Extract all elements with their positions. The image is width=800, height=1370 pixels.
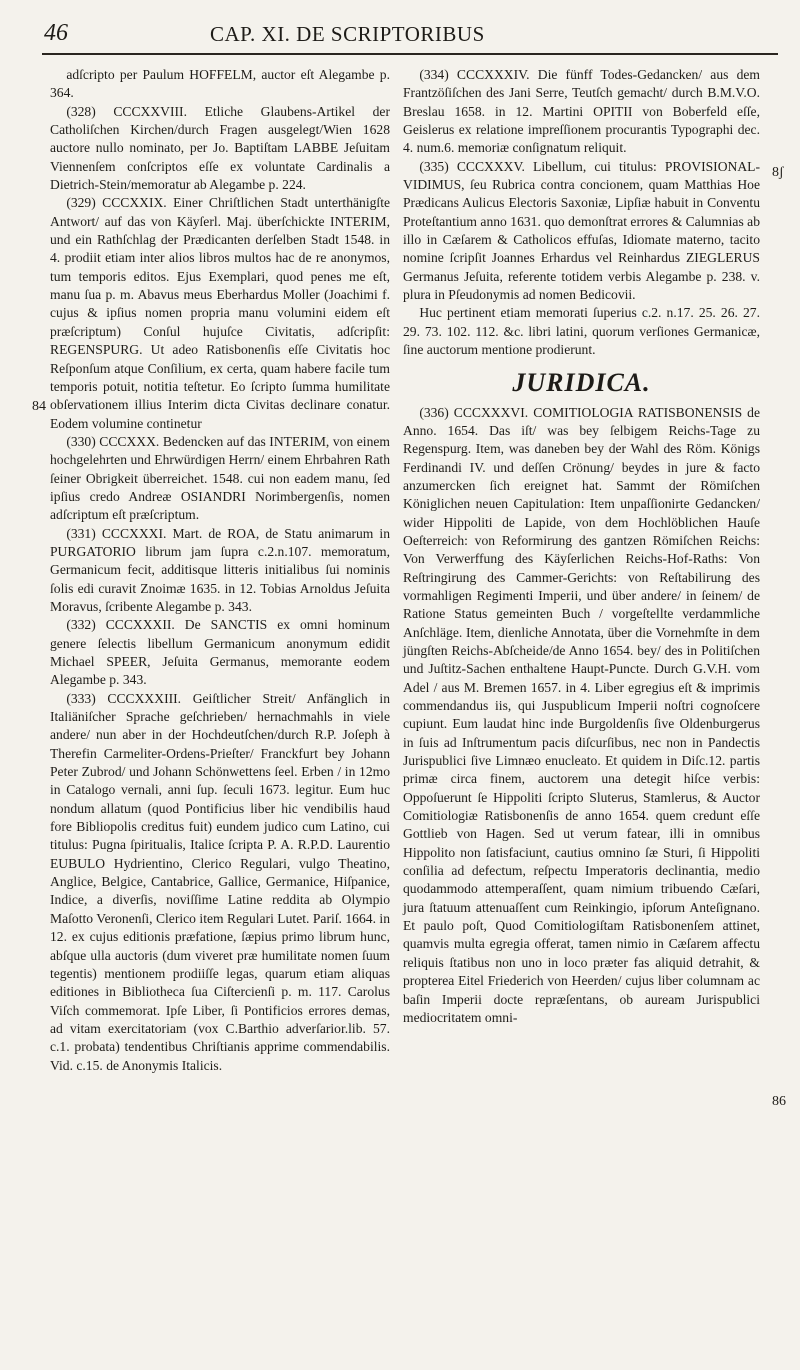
running-head: CAP. XI. DE SCRIPTORIBUS: [210, 22, 485, 46]
section-title: JURIDICA.: [512, 367, 651, 397]
entry-333: (333) CCCXXXIII. Geiſtlicher Streit/ Anfänglich in Italiäniſcher Sprache geſchrieben/ hernachmahls in viele andere/ nun aber in der Hochdeutſchen/durch R.P. Joſeph à Therefin Carmeliter-Ordens-Prieſter/ Franckfurt bey Johann Peter Zubrod/ und Johann Schönwettens ſeel. Erben / in 12mo in Catalogo vernali, anni ſup. ſeculi 1673. legitur. Eum huc nondum allatum (quod Pontificius liber hic vendibilis haud fore Bibliopolis creditus fuit) eundem judico cum Latino, cui titulus: Pugna ſpiritualis, Italice ſcripta P. A. R.P.D. Laurentio EUBULO Hydrientino, Clerico Regulari, vulgo Theatino, Anglice, Belgice, Cantabrice, Gallice, Germanice, Hiſpanice, Indice, a diverſis, noviſſime Latine reddita ab Olympio Maſotto Veronenſi, Clerico item Regulari Lutet. Pariſ. 1664. in 12. ex cujus editionis præfatione, ſæpius primo librum hunc, abſque ulla auctoris (dum viveret præ humilitate nomen ſuum tegentis) mentionem prodiiſſe legas, quarum etiam aliquas editiones in Bibliotheca ſua Ciſtercienſi p. m. 117. Carolus Viſch commemorat. Ipſe Liber, ſi Pontificios errores demas, ad vitam exercitatoriam (vox C.Barthio adverſarior.lib. 57. c.1. probata) tendentibus Chriſtianis apprime commendabilis. Vid. c.15. de Anonymis Italicis.: [50, 690, 390, 1073]
entry-note: Huc pertinent etiam memorati ſuperius c.2. n.17. 25. 26. 27. 29. 73. 102. 112. &c. libri latini, quorum verſiones Germanicæ, ſine auctorum mentione prodierunt.: [403, 305, 760, 358]
header-rule: [42, 53, 778, 55]
right-column: [403, 66, 760, 1027]
entry-332: (332) CCCXXXII. De SANCTIS ex omni hominum genere ſelectis libellum Germanicum anonymum edidit Michael SPEER, Jeſuita Germanus, memorante eodem Alegambe p. 343.: [50, 617, 390, 688]
margin-number-84: 84: [32, 399, 46, 414]
entry-335: (335) CCCXXXV. Libellum, cui titulus: PROVISIONAL-VIDIMUS, ſeu Rubrica contra concionem, quam Matthias Hoe Prædicans Aulicus Electoris Saxoniæ, Lipſiæ habuit in Conventu Proteſtantium anno 1631. quo demonſtrat errores & Calumnias ab illo in Cæſarem & Catholicos effuſas, Idiomate materno, tacito nomine ſcripſit Joannes Erhardus vel Reinhardus ZIEGLERUS Germanus Jeſuita, referente totidem verbis Alegambe p. 238. v. plura in Pſeudonymis ad nomen Bedicovii.: [403, 158, 760, 303]
margin-number-85: 8ʃ: [772, 165, 784, 180]
entry-330: (330) CCCXXX. Bedencken auf das INTERIM, von einem hochgelehrten und Ehrwürdigen Herrn/ einem Ehrbahren Rath ſeiner Obrigkeit überreichet. 1548. cui non eadem manu, ſed ipſius credo Andreæ OSIANDRI Norimbergenſis, nomen adſcriptum eſt præſcriptum.: [50, 433, 390, 523]
entry-336: (336) CCCXXXVI. COMITIOLOGIA RATISBONENSIS de Anno. 1654. Das iſt/ was bey ſelbigem Reichs-Tage zu Regenspurg. Item, was daneben bey der Wahl des Röm. Königs Ferdinandi IV. und deſſen Crönung/ beydes in jure & facto anzumercken ſich ereignet hat. Sammt der Römiſchen Königlichen neuen Capitulation: Item unpaſſionirte Gedancken/ wider Hippoliti de Lapide, von dem Hochlöblichen Hauſe Oeſterreich: von Reformirung des gantzen Römiſchen Reichs: Von Verwerffung des Käyſerlichen Reichs-Hof-Raths: Von Reſtringirung des Cammer-Gerichts: von Reſtabilirung des vormahligen Regimenti Imperii, und über andere/ in ſeinem/ de Ratione Status gemeinten Buch / vorgeſtellte verdammliche Anſchläge. Item, dienliche Annotata, über die Vornehmſte in dem jüngſten Reichs-Abſcheide/de Anno 1654. bey/ des in Politiſchen und Juſtitz-Sachen enthaltene Haupt-Puncte. Durch G.V.H. vom Adel / aus M. Bremen 1657. in 4. Liber egregius eſt & imprimis commendandus iis, qui Juspublicum Imperii noſtri cognoſcere cupiunt. Eum laudat hinc inde Burgoldenſis ſive Oldenburgerus in ſuis ad Inſtrumentum pacis diſcurſibus, nec non in Pandectis Jurispublici ſive Limnæo enucleato. Et quidem in Diſc.12. partis primæ circa finem, auctorem una detegit hiſce verbis: Oppoſuerunt ſe Hippoliti ſcripto Sluterus, Stamlerus, & Auctor Comitiologiæ Ratisbonenſis de anno 1654. quem credunt eſſe Gottlieb von Hagen. Sed ut verum fatear, illi in omnibus Hippolito non ſatisfaciunt, cautius omnino ſæ Sturi, ſi Hippoliti conſilia ad defectum, reſpectu Imperatoris declinantia, medio quodammodo attemperaſſent, quam nimium tribuendo Cæſari, jura ſtatuum attenuaſſent cum Reinkingio, ipſorum Anteſignano. Et paulo poſt, Quod Comitiologiſtam Ratisbonenſem attinet, quamvis multa egregia offerat, tamen nimio in Cæſarem affectu reliquis ſtatibus non uno in loco præter fas aliquid detrahit, & propterea Eitel Friederich von Heerden/ cujus liber columnam ac baſin Imperii docte repræſentans, ob auream Jurispublici mediocritatem omni-: [403, 404, 760, 1025]
margin-number-86: 86: [772, 1094, 786, 1109]
entry-334: (334) CCCXXXIV. Die fünff Todes-Gedancken/ aus dem Frantzöſiſchen des Jani Serre, Teutſch gemacht/ durch B.M.V.O. Breslau 1658. in 12. Martini OPITII von Boberfeld eſſe, Geislerus ex relatione impreſſionem procurantis Typographi dec. 4. num.6. memoriæ conſignatum reliquit.: [403, 67, 760, 156]
entry-329: (329) CCCXXIX. Einer Chriſtlichen Stadt unterthänigſte Antwort/ auf das von Käyſerl. Maj. überſchickte INTERIM, und ein Rathſchlag der Prædicanten derſelben Stadt 1548. in 4. prodiit etiam inter alios libros multos hac de re anonymos, tum temporis editos. Ejus Exemplari, quod penes me eſt, manu ſua p. m. Abavus meus Eberhardus Moller (Joachimi f. cujus & ipſius nomen propria manu volumini eidem eſt præſcriptum) Conſul hujuſce Civitatis, adſcripſit: REGENSPURG. Ut adeo Ratisbonenſis eſſe Civitatis hoc Reſponſum atque Conſilium, ex certa, quam habere facile tum temporis potuit, notitia teſtetur. Eo ſcripto ſumma humilitate obſervationem illius Interim dicta Civitas declinare conatur. Eodem volumine continetur: [50, 195, 390, 431]
entry-331: (331) CCCXXXI. Mart. de ROA, de Statu animarum in PURGATORIO librum jam ſupra c.2.n.107. memoratum, Germanicum fecit, additisque litteris initialibus ſui nominis ſolis edi curavit Znoimæ 1635. in 12. Tobias Arnoldus Jeſuita Moravus, ſcribente Alegambe p. 343.: [50, 525, 390, 614]
left-column: [50, 66, 390, 1075]
page-number: 46: [44, 20, 68, 46]
entry-328: (328) CCCXXVIII. Etliche Glaubens-Artikel der Catholiſchen Kirchen/durch Fragen ausgelegt/Wien 1628 auctore nullo nominato, per Jo. Baptiſtam LABBE Jeſuitam Viennenſem conſcriptos eſſe ex voluntate Cardinalis a Dietrich-Stein/memoratur ab Alegambe p. 224.: [50, 103, 390, 193]
entry-327-end: adſcripto per Paulum HOFFELM, auctor eſt Alegambe p. 364.: [50, 67, 390, 101]
